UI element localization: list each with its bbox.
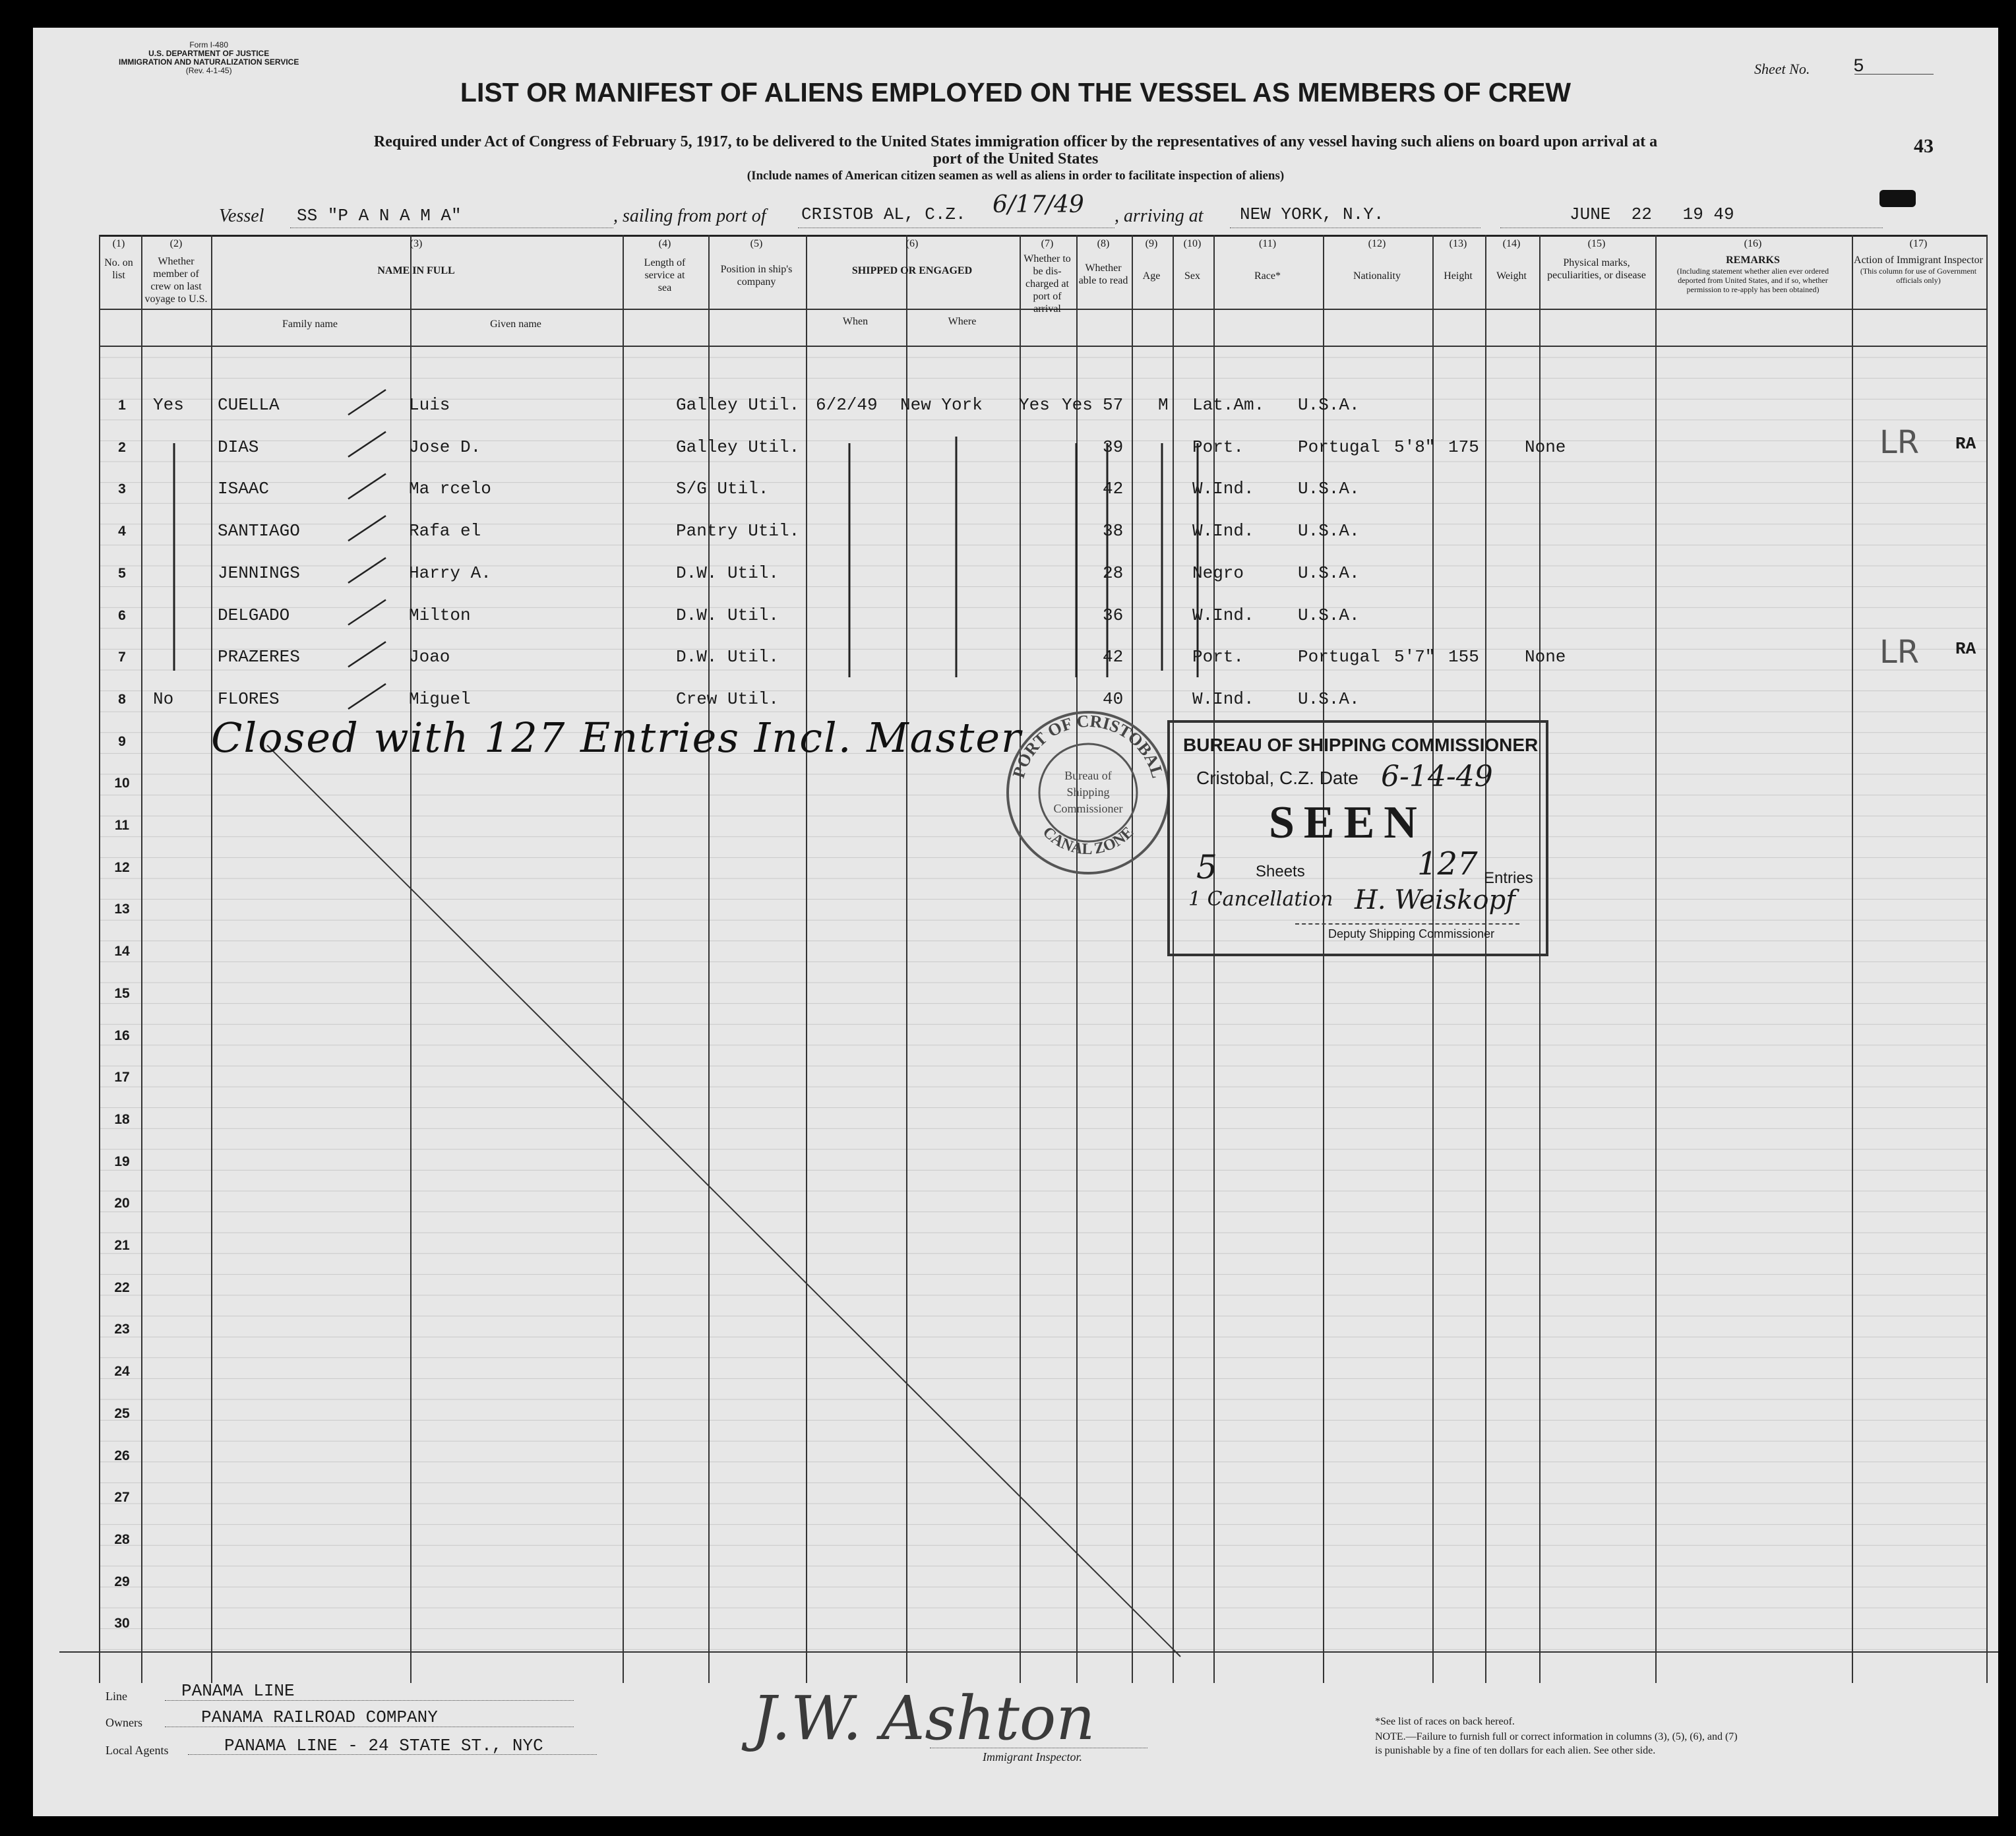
footer-owners-label: Owners: [106, 1716, 142, 1729]
manifest-sheet: [33, 28, 1998, 1816]
col-number: (8): [1097, 238, 1110, 249]
form-service: IMMIGRATION AND NATURALIZATION SERVICE: [119, 57, 299, 67]
footer-agents-label: Local Agents: [106, 1744, 169, 1757]
col-label: No. on list: [104, 257, 133, 281]
sailing-label: , sailing from port of: [613, 206, 766, 226]
shipped-where: New York: [900, 395, 983, 415]
inspector-signature: J.W. Ashton: [752, 1683, 1095, 1754]
col-header-shipped: [806, 237, 1018, 277]
physical-marks: None: [1525, 647, 1566, 667]
row-number: 27: [114, 1490, 130, 1506]
nationality: U.S.A.: [1298, 605, 1360, 625]
closing-note: Closed with 127 Entries Incl. Master: [211, 714, 1022, 762]
col-number: (6): [905, 238, 919, 249]
family-name: DELGADO: [218, 605, 290, 625]
footer-line-underline: [165, 1700, 574, 1701]
subtitle-requirement: Required under Act of Congress of February 5, 1917, to be delivered to the United States immigration officer by the representatives of any vessel having such aliens on board upon arrival at a: [373, 133, 1658, 150]
stamp-entries-count: 127: [1417, 845, 1478, 882]
vessel-name: SS "P A N A M A": [297, 206, 462, 226]
subtitle-port: port of the United States: [932, 150, 1099, 168]
col-label: Whether member of crew on last voyage to U.S.: [144, 256, 208, 305]
family-name: PRAZERES: [218, 647, 300, 667]
col-header-height: [1432, 237, 1484, 282]
row-number: 13: [114, 902, 130, 917]
col-header-nationality: [1323, 237, 1431, 282]
port-to: NEW YORK, N.Y.: [1240, 204, 1384, 224]
row-number: 9: [118, 733, 126, 749]
row-number: 3: [118, 481, 126, 497]
col-header-length: [623, 237, 707, 294]
port-from: CRISTOB AL, C.Z.: [801, 204, 966, 224]
col-sublabel: (Including statement whether alien ever ordered deported from United States, and if so, whether permission to re-apply has been obtained): [1676, 266, 1829, 294]
col-header-given: Given name: [490, 319, 541, 330]
given-name: Joao: [409, 647, 450, 667]
col-label: SHIPPED OR ENGAGED: [851, 265, 973, 276]
position: D.W. Util.: [676, 563, 779, 583]
header-rule: [99, 346, 1986, 347]
position: D.W. Util.: [676, 647, 779, 667]
column-line: [906, 235, 907, 1683]
col-number: (16): [1744, 238, 1762, 249]
col-number: (15): [1587, 238, 1606, 249]
ra-mark: RA: [1955, 434, 1976, 454]
vessel-label: Vessel: [219, 206, 264, 226]
column-line: [211, 235, 212, 1683]
stamp-signature-line: [1295, 923, 1519, 925]
row-number: 10: [114, 776, 130, 791]
row-number: 14: [114, 944, 130, 960]
col-label: Whether to be dis-charged at port of arrival: [1023, 253, 1071, 315]
col-number: (14): [1502, 238, 1521, 249]
col-number: (11): [1258, 238, 1277, 249]
age: 42: [1103, 647, 1124, 667]
row-number: 19: [114, 1153, 130, 1169]
race: W.Ind.: [1192, 688, 1254, 709]
col-number: (7): [1041, 238, 1054, 249]
inspector-action: LR: [1879, 634, 1920, 671]
col-header-action: [1852, 237, 1985, 285]
column-line: [1655, 235, 1657, 1683]
paper-ruling: [33, 28, 1998, 1816]
row-number: 4: [118, 524, 126, 539]
stamp-place: Cristobal, C.Z. Date: [1196, 768, 1359, 788]
race: Port.: [1192, 437, 1244, 457]
row-number: 11: [114, 818, 130, 833]
sex: M: [1158, 395, 1169, 415]
col-header-age: [1132, 237, 1171, 282]
position: Galley Util.: [676, 395, 800, 415]
name-subheader-line: [211, 309, 621, 310]
col-number: (12): [1368, 238, 1386, 249]
row-number: 21: [114, 1238, 130, 1253]
col-label: Nationality: [1353, 270, 1401, 282]
row-number: 30: [114, 1616, 130, 1632]
footer-agents-underline: [188, 1754, 597, 1755]
col-label: Sex: [1184, 270, 1200, 282]
row-number: 17: [114, 1070, 130, 1086]
footer-line-label: Line: [106, 1690, 127, 1703]
row-number: 18: [114, 1111, 130, 1127]
col-label: Height: [1444, 270, 1473, 282]
stamp-date: 6-14-49: [1381, 760, 1493, 793]
position: D.W. Util.: [676, 605, 779, 625]
arrival-date: JUNE 22 19 49: [1570, 204, 1734, 224]
stamp-cancellation-note: 1 Cancellation: [1188, 888, 1333, 911]
given-name: Miguel: [409, 688, 471, 709]
row-number: 7: [118, 650, 126, 665]
col-header-where: Where: [948, 316, 977, 327]
col-header-crew: [142, 237, 210, 305]
weight: 155: [1448, 647, 1479, 667]
column-line: [623, 235, 624, 1683]
arriving-label: , arriving at: [1115, 206, 1204, 226]
age: 39: [1103, 437, 1124, 457]
sheet-number-label: Sheet No.: [1754, 61, 1810, 77]
family-name: ISAAC: [218, 479, 270, 499]
row-number: 25: [114, 1405, 130, 1421]
col-header-race: [1213, 237, 1322, 282]
col-label: Whether able to read: [1078, 262, 1128, 286]
col-number: (3): [410, 238, 423, 249]
stamp-center-line: Commissioner: [1053, 802, 1123, 815]
nationality: U.S.A.: [1298, 563, 1360, 583]
family-name: DIAS: [218, 437, 259, 457]
row-number: 23: [114, 1322, 130, 1337]
col-header-remarks: [1655, 237, 1850, 294]
nationality: Portugal: [1298, 647, 1380, 667]
family-name: SANTIAGO: [218, 521, 300, 541]
page-title: LIST OR MANIFEST OF ALIENS EMPLOYED ON THE VESSEL AS MEMBERS OF CREW: [460, 77, 1572, 107]
row-number: 15: [114, 985, 130, 1001]
footnote-penalty-2: is punishable by a fine of ten dollars for each alien. See other side.: [1375, 1745, 1656, 1756]
col-number: (9): [1145, 238, 1158, 249]
race: W.Ind.: [1192, 479, 1254, 499]
weight: 175: [1448, 437, 1479, 457]
column-line: [1485, 235, 1486, 1683]
given-name: Milton: [409, 605, 471, 625]
column-line: [99, 235, 100, 1683]
col-label: Length of service at sea: [644, 257, 686, 293]
family-name: FLORES: [218, 688, 280, 709]
row-number: 5: [118, 565, 126, 581]
table-bottom-line: [59, 1651, 1998, 1653]
given-name: Rafa el: [409, 521, 481, 541]
subtitle-note: (Include names of American citizen seamen as well as aliens in order to facilitate inspection of aliens): [747, 169, 1285, 183]
given-name: Luis: [409, 395, 450, 415]
inspector-label: Immigrant Inspector.: [983, 1750, 1082, 1763]
row-number: 29: [114, 1574, 130, 1589]
race: W.Ind.: [1192, 521, 1254, 541]
shipped-subheader-line: [806, 309, 1018, 310]
stamp-officer-title: Deputy Shipping Commissioner: [1328, 927, 1495, 940]
nationality: U.S.A.: [1298, 479, 1360, 499]
sheet-number: 5: [1853, 57, 1864, 77]
race: Lat.Am.: [1192, 395, 1265, 415]
position: S/G Util.: [676, 479, 769, 499]
col-header-position: [708, 237, 805, 288]
shipped-when: 6/2/49: [816, 395, 878, 415]
stamp-seen: SEEN: [1269, 797, 1426, 848]
nationality: U.S.A.: [1298, 395, 1360, 415]
table-top-border: [99, 235, 1986, 237]
footnote-races: *See list of races on back hereof.: [1375, 1716, 1515, 1727]
col-header-marks: [1539, 237, 1654, 282]
col-label: Position in ship's company: [720, 264, 793, 288]
age: 40: [1103, 688, 1124, 709]
row-number: 26: [114, 1448, 130, 1463]
col-header-discharged: [1020, 237, 1075, 315]
stamp-signature: H. Weiskopf: [1355, 885, 1515, 915]
form-identifier: [119, 41, 299, 75]
footer-owners-value: PANAMA RAILROAD COMPANY: [201, 1707, 438, 1727]
column-line: [1132, 235, 1133, 1683]
row-number: 8: [118, 691, 126, 707]
col-header-read: [1076, 237, 1130, 287]
row-number: 2: [118, 439, 126, 455]
col-label: Age: [1142, 270, 1161, 282]
stamp-title: BUREAU OF SHIPPING COMMISSIONER: [1183, 735, 1539, 755]
discharged-at-arrival: Yes: [1019, 395, 1050, 415]
col-label: REMARKS: [1726, 255, 1780, 266]
position: Crew Util.: [676, 688, 779, 709]
family-name: JENNINGS: [218, 563, 300, 583]
race: Negro: [1192, 563, 1244, 583]
column-line: [141, 235, 142, 1683]
age: 38: [1103, 521, 1124, 541]
row-number: 1: [118, 398, 126, 413]
race: Port.: [1192, 647, 1244, 667]
column-line: [806, 235, 807, 1683]
col-number: (10): [1183, 238, 1202, 249]
able-to-read: Yes: [1062, 395, 1093, 415]
age: 36: [1103, 605, 1124, 625]
footer-agents-value: PANAMA LINE - 24 STATE ST., NYC: [224, 1736, 543, 1756]
position: Galley Util.: [676, 437, 800, 457]
col-number: (4): [658, 238, 671, 249]
column-line: [1076, 235, 1078, 1683]
col-header-when: When: [842, 316, 869, 327]
ra-mark: RA: [1955, 639, 1976, 659]
redaction-mark: [1879, 190, 1916, 207]
nationality: U.S.A.: [1298, 521, 1360, 541]
age: 57: [1103, 395, 1124, 415]
col-number: (1): [112, 238, 125, 249]
row-number: 16: [114, 1027, 130, 1043]
col-label: NAME IN FULL: [377, 265, 455, 276]
col-label: Physical marks, peculiarities, or disease: [1547, 257, 1646, 281]
row-number: 20: [114, 1196, 130, 1211]
given-name: Ma rcelo: [409, 479, 491, 499]
col-number: (13): [1449, 238, 1467, 249]
stamp-center-line: Shipping: [1066, 785, 1110, 799]
handwritten-sail-date: 6/17/49: [993, 191, 1084, 218]
race: W.Ind.: [1192, 605, 1254, 625]
footer-line-value: PANAMA LINE: [181, 1681, 295, 1701]
stamp-ring-bottom-text: CANAL ZONE: [1039, 823, 1138, 859]
col-label: Race*: [1254, 270, 1281, 282]
height: 5'8": [1394, 437, 1436, 457]
footnote-penalty-1: NOTE.—Failure to furnish full or correct information in columns (3), (5), (6), and (7): [1375, 1731, 1738, 1742]
form-dept: U.S. DEPARTMENT OF JUSTICE: [148, 49, 270, 58]
col-header-family: Family name: [282, 319, 338, 330]
crew-on-last-voyage: No: [153, 688, 174, 709]
stamp-sheets-count: 5: [1196, 848, 1217, 886]
nationality: U.S.A.: [1298, 688, 1360, 709]
position: Pantry Util.: [676, 521, 800, 541]
nationality: Portugal: [1298, 437, 1380, 457]
sheet-number-underline: [1854, 74, 1934, 75]
port-cristobal-round-stamp: [1002, 707, 1174, 878]
height: 5'7": [1394, 647, 1436, 667]
age: 42: [1103, 479, 1124, 499]
column-line: [1986, 235, 1988, 1683]
page-number: 43: [1914, 135, 1934, 157]
col-header-weight: [1485, 237, 1538, 282]
given-name: Harry A.: [409, 563, 491, 583]
family-name: CUELLA: [218, 395, 280, 415]
col-number: (5): [750, 238, 763, 249]
col-number: (2): [169, 238, 183, 249]
col-header-sex: [1173, 237, 1212, 282]
form-rev: (Rev. 4-1-45): [185, 66, 232, 75]
age: 28: [1103, 563, 1124, 583]
stamp-sheets-label: Sheets: [1256, 863, 1305, 880]
col-number: (17): [1909, 238, 1928, 249]
stamp-ring-text: PORT OF CRISTOBAL: [1008, 711, 1168, 780]
row-number: 28: [114, 1531, 130, 1547]
row-number: 22: [114, 1279, 130, 1295]
column-line: [1173, 235, 1174, 1683]
column-line: [1020, 235, 1021, 1683]
shipping-commissioner-stamp: [1167, 720, 1548, 956]
given-name: Jose D.: [409, 437, 481, 457]
row-number: 6: [118, 607, 126, 623]
col-header-no: [99, 237, 138, 282]
col-label: Action of Immigrant Inspector: [1854, 255, 1983, 266]
row-number: 12: [114, 859, 130, 875]
col-header-name: [211, 237, 621, 277]
col-sublabel: (This column for use of Government officials only): [1860, 266, 1977, 285]
physical-marks: None: [1525, 437, 1566, 457]
column-line: [1852, 235, 1853, 1683]
stamp-center-line: Bureau of: [1064, 769, 1112, 782]
form-id: Form I-480: [189, 40, 228, 49]
crew-on-last-voyage: Yes: [153, 395, 184, 415]
row-number: 24: [114, 1364, 130, 1380]
col-label: Weight: [1496, 270, 1527, 282]
stamp-entries-label: Entries: [1484, 869, 1533, 887]
inspector-action: LR: [1879, 423, 1920, 461]
